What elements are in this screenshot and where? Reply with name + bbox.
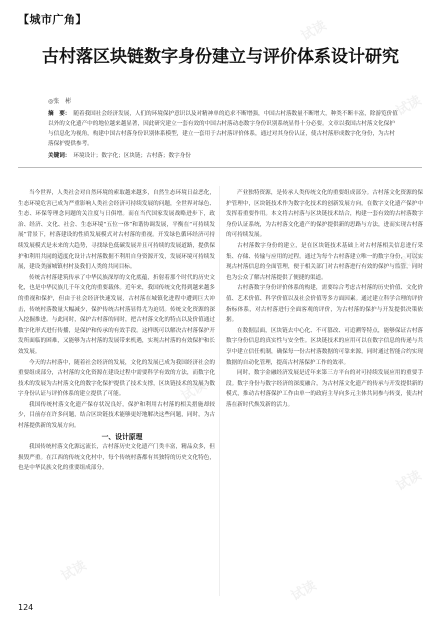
watermark: 试读: [393, 468, 425, 495]
column-divider: [219, 186, 220, 596]
watermark: 试读: [298, 18, 330, 45]
watermark: 试读: [58, 558, 90, 585]
body-paragraph: 当今世界，人类社会对自然环境的索取越来越多，自然生态环境日益恶化，生态环境危害已成为严重影响人类社会经济可持续发展的问题，全世界对绿色、生态、环保等理念问题的关注度与日俱增。而在当代国家发展战略进步下，政治、经济、文化、社会、生态环境“五位一体”和谐协调发展，平衡在“可持续发展”背景下，村落建设的性质发展模式对古村落的重视。开发绿色循环经济可持续发展模式是未来的大趋势，寻找绿色低碳发展并且可持续的发展道路，提供保护和利用共同的适度化设计古村落数据不利用自身资源开发，发展环境可持续发展，建设美丽城镇村村及我们人类的共同目标。: [18, 190, 215, 271]
body-paragraph: 传统古村落建筑传承了中华民族深厚的文化底蕴，折射着那个时代的历史文化，也是中华民族几千年文化的重要载体。近年来，我国传统文化得到越来越多的重视和保护，但由于社会经济快速发展，古村落在城镇化进程中遭到巨大冲击，传统村落数量大幅减少，保护传统古村落显得尤为迫切。传统文化资源的深入挖掘推进。与此同时，保护古村落的同时，把古村落文化的特点以及价值通过数字化形式进行传播，是保护和传承的有效手段。这样既可以解决古村落保护开发所面临的困难，又能够为古村落的发展带来机遇，实现古村落的有效保护和长效发展。: [18, 274, 215, 355]
keywords: [48, 152, 400, 161]
column-tag: 【城市广角】: [18, 13, 87, 26]
body-right-column: [226, 188, 423, 410]
abstract: [48, 109, 400, 149]
body-paragraph: 我国传统村落文化遗产保存状况良好，保护和利用古村落的相关措施却较少，目前存在许多问题，结合区块链技术能够更好地解决这些问题，同时，为古村落提供新的发展方向。: [18, 401, 215, 430]
body-paragraph: 今天的古村落中，随着社会经济的发展，文化的发展已成为我国经济社会的重要组成部分，古村落的文化资源在建设过程中需要科学有效的方法，而数字化技术的发展为古村落文化的数字化保护提供了技术支撑，区块链技术的发展为数字身份认证与评价体系的建立提供了可能。: [18, 359, 215, 398]
body-paragraph: 在数据层面，区块链去中心化、不可篡改、可追溯等特点，能够保证古村落数字身份信息的真实性与安全性。区块链技术的应用可以在数字信息的传递与共享中建立信任机制，确保每一份古村落数据的可靠来源，同时通过智能合约实现数据的自动化管理，提高古村落保护工作的效率。: [226, 327, 423, 366]
author-line: ◎张 彬: [48, 98, 72, 105]
watermark: 试读: [393, 248, 425, 275]
abstract-label: 摘 要：: [48, 111, 71, 117]
section-heading: 一、设计原理: [101, 432, 143, 441]
body-paragraph: 古村落数字身份评价体系的构建，需要综合考虑古村落的历史价值、文化价值、艺术价值、科学价值以及社会价值等多方面因素。通过建立科学合理的评价指标体系，对古村落进行全面客观的评价，为古村落的保护与开发提供决策依据。: [226, 285, 423, 324]
watermark: 试读: [38, 248, 70, 275]
article-title: 古村落区块链数字身份建立与评价体系设计研究: [42, 47, 399, 67]
body-left-column: [18, 188, 215, 474]
body-paragraph: 产业独特资源，是传承人类传统文化的重要组成部分。古村落文化资源的保护管理中，区块链技术作为数字化技术的创新发展方向，在数字文化遗产保护中发挥着重要作用。本文将古村落与区块链技术结合，构建一套有效的古村落数字身份认证系统，为古村落文化遗产的保护提供新的思路与方法，进而实现古村落的可持续发展。: [226, 190, 423, 239]
body-paragraph: 古村落数字身份的建立，是在区块链技术基础上对古村落相关信息进行采集、存储、传输与应用的过程。通过为每个古村落建立唯一的数字身份，可以实现古村落信息的全面管理，便于相关部门对古村落进行有效的保护与监管，同时也为公众了解古村落提供了便捷的渠道。: [226, 242, 423, 281]
watermark: 试读: [178, 378, 210, 405]
page-number: 124: [18, 603, 34, 612]
keywords-text: 环境设计；数字化；区块链；古村落；数字身份: [73, 153, 191, 159]
body-paragraph: 我国传统村落文化源远流长，古村落历史文化遗产门类丰富，精品众多，但损毁严重。在江西的传统文化村中，每个传统村落都有其独特的历史文化特色，也是中华民族文化的重要组成部分。: [18, 444, 215, 472]
header-divider: [18, 167, 422, 168]
keywords-label: 关键词：: [48, 153, 71, 159]
watermark: 试读: [288, 578, 320, 605]
abstract-text: 随着我国社会经济发展，人们的环境保护意识以及对精神单的追求不断增强，中国古村落数量不断增大，种类不断丰富，除游览价值以外的文化遗产中的地位越来越显著，因此研究建立一套有效的中国古村落动态数字身份识别系统显得十分必要。文章以我国古村落文化保护与信息化为视角，构建中国古村落身份识别体系模型，建立一套用于古村落评价体系，通过对其身份认证，使古村落形成数字化身份，为古村落保护提供参考。: [48, 111, 398, 147]
body-paragraph: 同时，数字金融经济发展是近年来第三方平台的对可持续发展应用的重要手段。数字身份与数字经济的深度融合，为古村落文化遗产的传承与开发提供新的模式，推动古村落保护工作由单一的政府主导向多元主体共同参与转变，使古村落在新时代焕发新的活力。: [226, 370, 423, 408]
watermark: 试读: [393, 93, 425, 120]
